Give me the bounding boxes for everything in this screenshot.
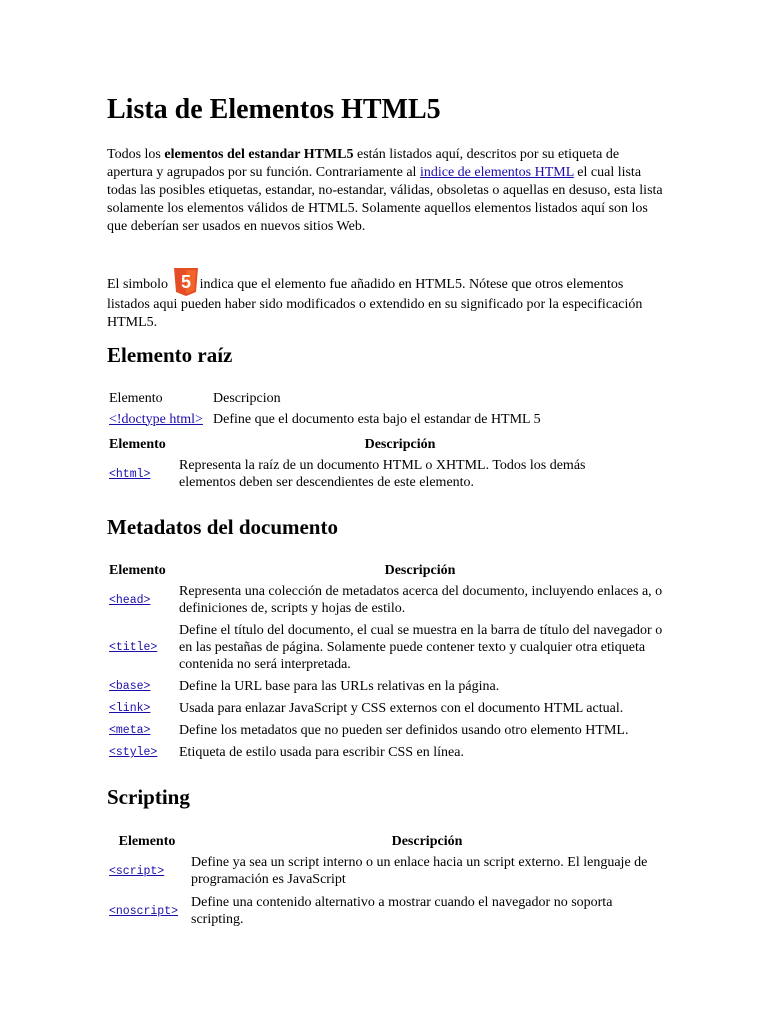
table-row xyxy=(107,619,667,675)
column-header-element: Elemento xyxy=(109,390,163,406)
intro-text-1: Todos los xyxy=(107,147,165,162)
page-title: Lista de Elementos HTML5 xyxy=(107,94,441,125)
column-header-element: Elemento xyxy=(109,436,166,452)
tag-cell xyxy=(107,580,173,619)
tag-cell xyxy=(107,675,173,697)
table-row xyxy=(107,408,543,430)
doctype-description: Define que el documento esta bajo el estandar de HTML 5 xyxy=(213,411,541,427)
section-heading-metadata: Metadatos del documento xyxy=(107,515,338,539)
table-row xyxy=(107,454,627,494)
tag-description: Define los metadatos que no pueden ser definidos usando otro elemento HTML. xyxy=(179,722,629,738)
html5-badge-glyph: 5 xyxy=(180,272,191,292)
tag-description: Etiqueta de estilo usada para escribir CSS en línea. xyxy=(179,744,464,760)
tag-description: Representa la raíz de un documento HTML o XHTML. Todos los demás elementos deben ser descendientes de este elemento. xyxy=(179,458,586,490)
table-header-row xyxy=(107,434,627,454)
tag-cell xyxy=(107,891,187,931)
symbol-note-text-after: indica que el elemento fue añadido en HTML5. Nótese que otros elementos listados aqui pueden haber sido modificados o extendido en su significado por la especificación HTML5. xyxy=(107,277,643,330)
tag-description: Define la URL base para las URLs relativas en la página. xyxy=(179,678,500,694)
intro-text-3: el cual lista todas las posibles etiquetas, estandar, no-estandar, válidas, obsoletas o aquellas en desuso, esta lista solamente los elementos válidos de HTML5. Solamente aquellos elementos listados aquí son los que deberían ser usados en nuevos sitios Web. xyxy=(107,165,663,234)
column-header-description: Descripción xyxy=(391,833,463,849)
column-header-description: Descripción xyxy=(384,562,456,578)
tag-link-html[interactable]: <html> xyxy=(109,468,151,481)
table-row xyxy=(107,675,667,697)
tag-description: Define ya sea un script interno o un enlace hacia un script externo. El lenguaje de programación es JavaScript xyxy=(191,855,648,887)
table-row xyxy=(107,851,667,891)
intro-paragraph xyxy=(107,146,663,236)
table-row xyxy=(107,719,667,741)
table-row xyxy=(107,741,667,763)
tag-cell xyxy=(107,697,173,719)
intro-bold: elementos del estandar HTML5 xyxy=(164,147,354,162)
column-header-description: Descripcion xyxy=(213,390,281,406)
section-heading-root: Elemento raíz xyxy=(107,343,233,367)
tag-description: Define una contenido alternativo a mostrar cuando el navegador no soporta scripting. xyxy=(191,895,613,927)
tag-cell xyxy=(107,741,173,763)
column-header-description: Descripción xyxy=(364,436,436,452)
html-elements-index-link[interactable]: indice de elementos HTML xyxy=(419,165,574,180)
root-plain-table xyxy=(107,388,543,430)
symbol-note-text-before: El simbolo xyxy=(107,277,172,292)
symbol-note-paragraph xyxy=(107,268,663,332)
tag-link-style[interactable]: <style> xyxy=(109,746,158,759)
tag-link-title[interactable]: <title> xyxy=(109,641,158,654)
tag-link-head[interactable]: <head> xyxy=(109,593,151,607)
tag-description: Usada para enlazar JavaScript y CSS externos con el documento HTML actual. xyxy=(179,700,624,716)
intro-text-2: están listados aquí, descritos por su etiqueta de apertura y agrupados por su función. Contrariamente al xyxy=(107,147,620,180)
tag-cell xyxy=(107,619,173,675)
table-header-row xyxy=(107,388,543,408)
table-header-row xyxy=(107,560,667,580)
html5-badge-icon xyxy=(173,268,199,296)
tag-description: Define el título del documento, el cual se muestra en la barra de título del navegador o en las pestañas de página. Solamente puede contener texto y cualquier otra etiqueta contenida no será interpretada. xyxy=(179,622,663,672)
tag-cell xyxy=(107,719,173,741)
table-row xyxy=(107,580,667,619)
column-header-element: Elemento xyxy=(118,833,176,849)
tag-cell xyxy=(107,454,173,494)
tag-link-script[interactable]: <script> xyxy=(109,865,165,878)
doctype-link[interactable]: <!doctype html> xyxy=(109,411,203,427)
tag-cell xyxy=(107,851,187,891)
table-row xyxy=(107,891,667,931)
section-heading-scripting: Scripting xyxy=(107,785,190,809)
root-element-table xyxy=(107,434,627,494)
scripting-element-table xyxy=(107,831,667,931)
tag-link-noscript[interactable]: <noscript> xyxy=(109,905,179,918)
tag-link-base[interactable]: <base> xyxy=(109,680,151,693)
tag-link-meta[interactable]: <meta> xyxy=(109,724,151,737)
column-header-element: Elemento xyxy=(109,562,166,578)
metadata-element-table xyxy=(107,560,667,763)
doctype-cell xyxy=(107,408,211,430)
tag-description: Representa una colección de metadatos acerca del documento, incluyendo enlaces a, o definiciones de, scripts y hojas de estilo. xyxy=(179,583,663,616)
tag-link-link[interactable]: <link> xyxy=(109,702,151,715)
table-header-row xyxy=(107,831,667,851)
table-row xyxy=(107,697,667,719)
